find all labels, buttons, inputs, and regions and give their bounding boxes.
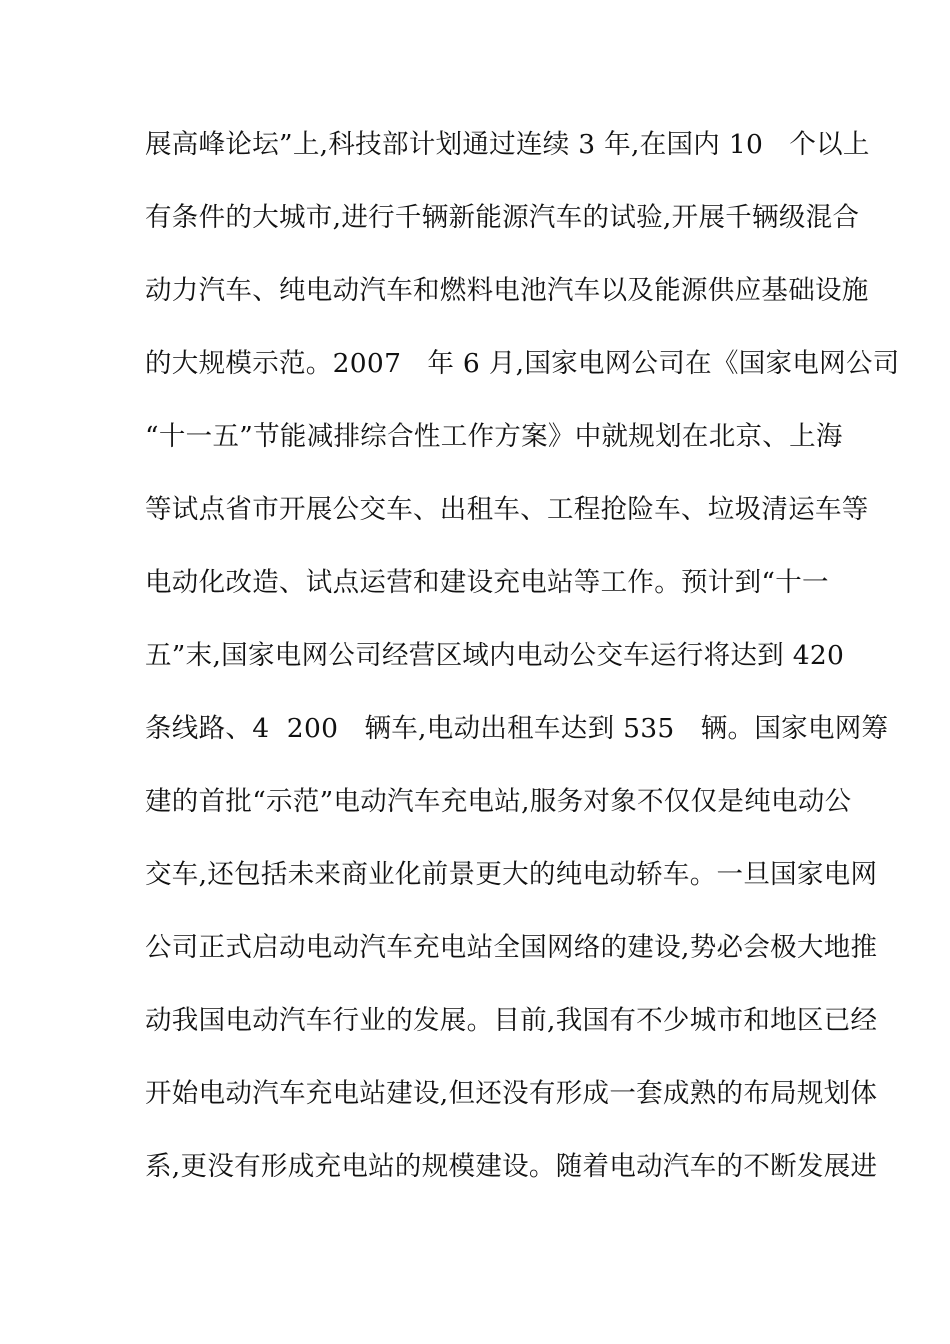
text-line: 有条件的大城市,进行千辆新能源汽车的试验,开展千辆级混合: [145, 202, 860, 233]
text-line: 交车,还包括未来商业化前景更大的纯电动轿车。一旦国家电网: [145, 859, 878, 890]
text-line: 电动化改造、试点运营和建设充电站等工作。预计到“十一: [145, 567, 829, 598]
text-line: 动力汽车、纯电动汽车和燃料电池汽车以及能源供应基础设施: [145, 275, 869, 306]
text-line: 开始电动汽车充电站建设,但还没有形成一套成熟的布局规划体: [145, 1078, 878, 1109]
text-line: 等试点省市开展公交车、出租车、工程抢险车、垃圾清运车等: [145, 494, 869, 525]
text-line: 公司正式启动电动汽车充电站全国网络的建设,势必会极大地推: [145, 932, 878, 963]
text-line: 条线路、4 200 辆车,电动出租车达到 535 辆。国家电网筹: [145, 713, 889, 744]
text-line: 系,更没有形成充电站的规模建设。随着电动汽车的不断发展进: [145, 1151, 878, 1182]
text-line: “十一五”节能减排综合性工作方案》中就规划在北京、上海: [145, 421, 843, 452]
text-line: 的大规模示范。2007 年 6 月,国家电网公司在《国家电网公司: [145, 348, 900, 379]
text-line: 动我国电动汽车行业的发展。目前,我国有不少城市和地区已经: [145, 1005, 878, 1036]
text-line: 五”末,国家电网公司经营区域内电动公交车运行将达到 420: [145, 640, 845, 671]
text-line: 建的首批“示范”电动汽车充电站,服务对象不仅仅是纯电动公: [145, 786, 852, 817]
text-line: 展高峰论坛”上,科技部计划通过连续 3 年,在国内 10 个以上: [145, 129, 870, 160]
